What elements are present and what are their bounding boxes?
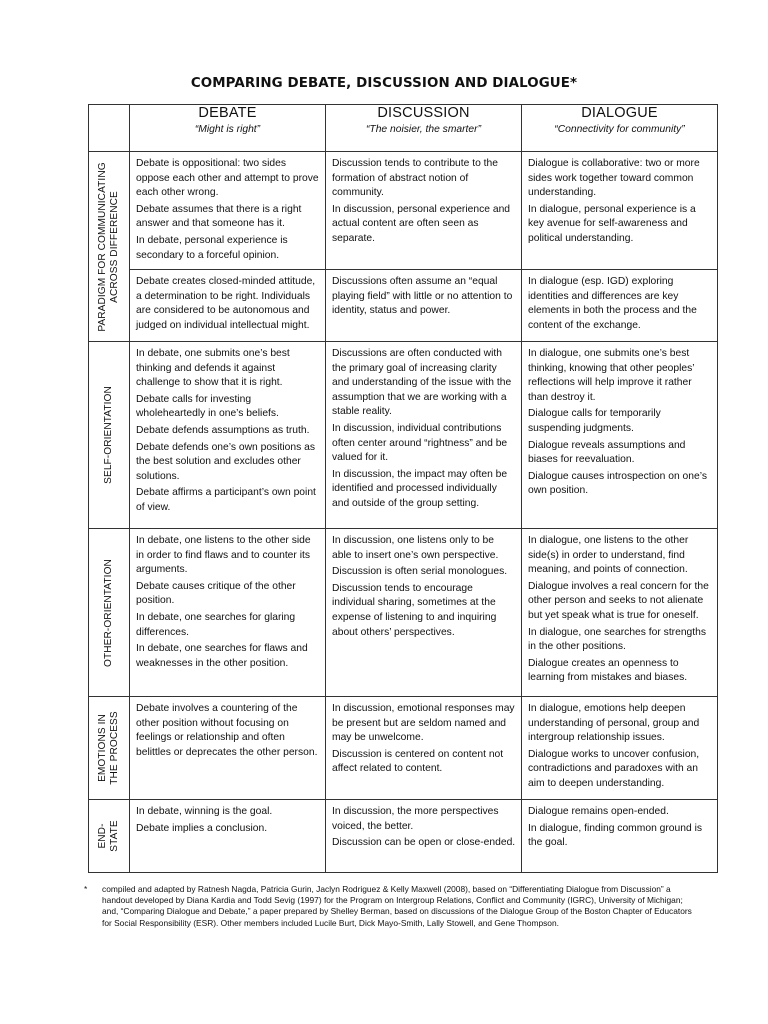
cell-paradigm-dialogue	[522, 152, 718, 270]
cell-end-discussion	[326, 800, 522, 873]
cell-text: In dialogue, one searches for strengths in the other positions.	[528, 626, 707, 653]
row-label-text: EMOTIONS IN THE PROCESS	[97, 711, 120, 785]
row-label-text: SELF-ORIENTATION	[103, 386, 114, 484]
cell-text: Debate defends one’s own positions as the best solution and excludes other solutions.	[136, 441, 315, 482]
cell-end-debate	[130, 800, 326, 873]
cell-text: In discussion, personal experience and actual content are often seen as separate.	[332, 203, 511, 244]
cell-emotions-discussion	[326, 697, 522, 800]
row-label-text: PARADIGM FOR COMMUNICATING ACROSS DIFFERENCE	[97, 161, 120, 332]
table-row-paradigm-a	[89, 152, 718, 270]
cell-end-dialogue	[522, 800, 718, 873]
cell-paradigm-b-discussion	[326, 270, 522, 342]
column-name: DEBATE	[198, 105, 257, 121]
cell-text: Dialogue reveals assumptions and biases for reevaluation.	[528, 439, 686, 466]
column-header-dialogue	[522, 105, 718, 152]
cell-text: In dialogue (esp. IGD) exploring identities and differences are key elements in both the process and the content of the exchange.	[528, 276, 697, 331]
cell-text: In dialogue, one listens to the other side(s) in order to understand, find meaning, and points of connection.	[528, 535, 689, 576]
cell-text: In discussion, the more perspectives voiced, the better.	[332, 806, 499, 832]
column-tagline: “Might is right”	[194, 124, 261, 135]
cell-emotions-debate	[130, 697, 326, 800]
column-tagline: “Connectivity for community”	[554, 124, 685, 135]
cell-text: Debate creates closed-minded attitude, a determination to be right. Individuals are considered to be autonomous and judged on individual intellectual might.	[136, 276, 316, 331]
cell-text: Discussions often assume an “equal playing field” with little or no attention to identity, status and power.	[332, 276, 513, 317]
cell-text: In dialogue, one submits one’s best thinking, knowing that other peoples’ reflections will help improve it rather than destroy it.	[528, 348, 695, 403]
row-label-text: OTHER-ORIENTATION	[103, 558, 114, 667]
cell-emotions-dialogue	[522, 697, 718, 800]
cell-text: Discussion tends to contribute to the formation of abstract notion of community.	[332, 158, 498, 199]
footnote-text: compiled and adapted by Ratnesh Nagda, Patricia Gurin, Jaclyn Rodriguez & Kelly Maxwell (2008), based on “Differentiating Dialogue from Discussion” a handout developed by Diana Kardia and Todd Sevig (1997) for the Program on Intergroup Relations, Conflict and Community (IGRC), University of Michigan; and, “Comparing Dialogue and Debate,” a paper prepared by Shelley Berman, based on discussions of the Dialogue Group of the Boston Chapter of Educators for Social Responsibility (ESR). Other members included Lucile Burt, Dick Mayo-Smith, Lally Stowell, and Gene Thompson.	[102, 884, 692, 928]
row-label-self-orientation	[89, 342, 130, 529]
cell-other-debate	[130, 529, 326, 697]
cell-paradigm-discussion	[326, 152, 522, 270]
column-header-debate	[130, 105, 326, 152]
row-label-text: END- STATE	[97, 820, 120, 852]
cell-text: Debate involves a countering of the other position without focusing on feelings or relationship and often belittles or deprecates the other person.	[136, 703, 318, 758]
cell-text: Discussion tends to encourage individual sharing, sometimes at the expense of listening to and inquiring about others’ perspectives.	[332, 582, 497, 638]
cell-text: In dialogue, finding common ground is the goal.	[528, 822, 703, 849]
cell-paradigm-b-debate	[130, 270, 326, 342]
cell-text: In discussion, individual contributions often center around “rightness” and be valued for it.	[332, 422, 508, 464]
cell-other-dialogue	[522, 529, 718, 697]
column-name: DIALOGUE	[581, 105, 658, 121]
cell-text: In debate, winning is the goal.	[136, 806, 273, 817]
cell-text: In debate, personal experience is secondary to a forceful opinion.	[136, 234, 288, 261]
cell-text: Debate implies a conclusion.	[136, 822, 268, 834]
cell-text: Debate is oppositional: two sides oppose each other and attempt to prove each other wrong.	[136, 158, 319, 199]
cell-text: Debate assumes that there is a right answer and that someone has it.	[136, 203, 302, 230]
cell-text: In discussion, one listens only to be able to insert one’s own perspective.	[332, 535, 499, 561]
cell-text: In debate, one searches for glaring differences.	[136, 611, 296, 638]
cell-text: Dialogue involves a real concern for the other person and seeks to not alienate but yet speak what is true for oneself.	[528, 580, 709, 621]
table-header-row	[89, 105, 718, 152]
cell-other-discussion	[326, 529, 522, 697]
cell-text: In debate, one listens to the other side in order to find flaws and to counter its arguments.	[136, 535, 311, 576]
table-row-end-state	[89, 800, 718, 873]
header-corner-cell	[89, 105, 130, 152]
cell-text: Dialogue creates an openness to learning from mistakes and biases.	[528, 657, 688, 684]
cell-text: Discussions are often conducted with the primary goal of increasing clarity and understanding of the issue with the assumption that we are working with a stable reality.	[332, 348, 512, 418]
cell-self-dialogue	[522, 342, 718, 529]
cell-text: Dialogue is collaborative: two or more sides work together toward common understanding.	[528, 158, 700, 199]
comparison-table	[88, 104, 718, 873]
cell-self-debate	[130, 342, 326, 529]
cell-text: Discussion is centered on content not affect related to content.	[332, 748, 504, 775]
cell-text: Discussion can be open or close-ended.	[332, 837, 516, 849]
footnote	[84, 884, 698, 929]
column-header-discussion	[326, 105, 522, 152]
table-row-emotions	[89, 697, 718, 800]
row-label-other-orientation	[89, 529, 130, 697]
cell-text: Dialogue remains open-ended.	[528, 806, 669, 817]
cell-self-discussion	[326, 342, 522, 529]
cell-text: Debate defends assumptions as truth.	[136, 424, 310, 436]
row-label-end-state	[89, 800, 130, 873]
cell-text: Discussion is often serial monologues.	[332, 566, 508, 578]
column-name: DISCUSSION	[377, 105, 470, 121]
table-row-other-orientation	[89, 529, 718, 697]
column-tagline: “The noisier, the smarter”	[365, 124, 482, 135]
cell-paradigm-b-dialogue	[522, 270, 718, 342]
cell-text: Debate causes critique of the other position.	[136, 580, 296, 607]
cell-text: Debate affirms a participant’s own point of view.	[136, 487, 316, 513]
cell-paradigm-debate	[130, 152, 326, 270]
document-title: COMPARING DEBATE, DISCUSSION AND DIALOGUE*	[190, 76, 578, 91]
cell-text: In debate, one searches for flaws and weaknesses in the other position.	[136, 643, 308, 669]
cell-text: Dialogue calls for temporarily suspending judgments.	[528, 408, 661, 434]
cell-text: Dialogue causes introspection on one’s own position.	[528, 470, 707, 497]
cell-text: In discussion, emotional responses may be present but are seldom named and may be unwelcome.	[332, 703, 515, 744]
cell-text: In dialogue, emotions help deepen understanding of personal, group and intergroup relationship issues.	[528, 703, 700, 744]
cell-text: Debate calls for investing wholeheartedly in one’s beliefs.	[136, 393, 279, 420]
cell-text: In discussion, the impact may often be identified and processed individually and outside of the group setting.	[332, 468, 508, 509]
cell-text: In dialogue, personal experience is a key avenue for self-awareness and political understanding.	[528, 203, 696, 244]
table-row-paradigm-b	[89, 270, 718, 342]
footnote-marker: *	[84, 884, 88, 894]
cell-text: Dialogue works to uncover confusion, contradictions and paradoxes with an aim to deepen understanding.	[528, 748, 700, 789]
table-row-self-orientation	[89, 342, 718, 529]
cell-text: In debate, one submits one’s best thinking and defends it against challenge to show that it is right.	[136, 348, 290, 389]
row-label-paradigm	[89, 152, 130, 342]
row-label-emotions	[89, 697, 130, 800]
